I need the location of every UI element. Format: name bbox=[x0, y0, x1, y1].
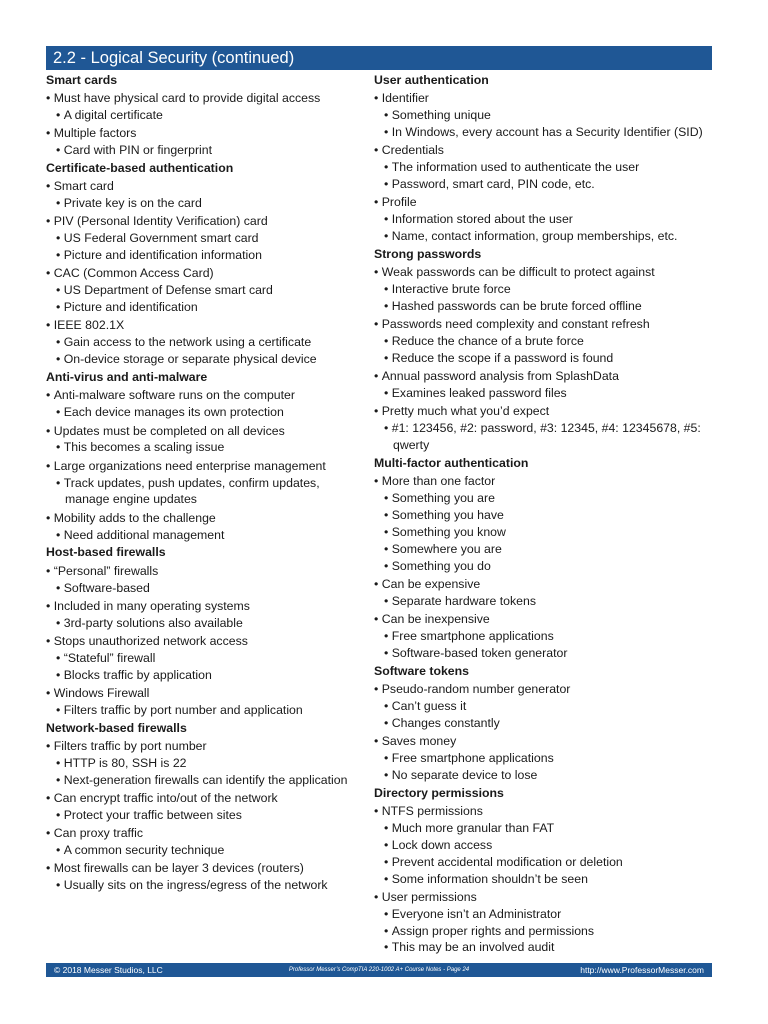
sub-bullet-item: • Some information shouldn’t be seen bbox=[374, 871, 714, 888]
bullet-item: • Can be expensive bbox=[374, 576, 714, 593]
section-heading: Certificate-based authentication bbox=[46, 161, 234, 176]
bullet-item: • Pseudo-random number generator bbox=[374, 681, 714, 698]
sub-bullet-item: • Track updates, push updates, confirm updates, manage engine updates bbox=[46, 475, 364, 509]
bullet-item: • Can be inexpensive bbox=[374, 611, 714, 628]
sub-bullet-item: • “Stateful” firewall bbox=[46, 650, 364, 667]
sub-bullet-item: • Lock down access bbox=[374, 837, 714, 854]
sub-bullet-item: • Separate hardware tokens bbox=[374, 593, 714, 610]
sub-bullet-item: • HTTP is 80, SSH is 22 bbox=[46, 755, 364, 772]
bullet-item: • PIV (Personal Identity Verification) card bbox=[46, 213, 364, 230]
sub-bullet-item: • This may be an involved audit bbox=[374, 939, 714, 956]
sub-bullet-item: • Assign proper rights and permissions bbox=[374, 923, 714, 940]
sub-bullet-item: • Can’t guess it bbox=[374, 698, 714, 715]
bullet-item: • Weak passwords can be difficult to protect against bbox=[374, 264, 714, 281]
section-heading: Multi-factor authentication bbox=[374, 456, 529, 471]
bullet-item: • Can proxy traffic bbox=[46, 825, 364, 842]
left-column bbox=[46, 71, 364, 894]
page-title: 2.2 - Logical Security (continued) bbox=[46, 46, 712, 70]
sub-bullet-item: • Free smartphone applications bbox=[374, 628, 714, 645]
sub-bullet-item: • Each device manages its own protection bbox=[46, 404, 364, 421]
sub-bullet-item: • Interactive brute force bbox=[374, 281, 714, 298]
sub-bullet-item: • Reduce the scope if a password is found bbox=[374, 350, 714, 367]
section-heading: Directory permissions bbox=[374, 785, 504, 800]
sub-bullet-item: • Information stored about the user bbox=[374, 211, 714, 228]
sub-bullet-item: • 3rd-party solutions also available bbox=[46, 615, 364, 632]
bullet-item: • NTFS permissions bbox=[374, 803, 714, 820]
sub-bullet-item: • Free smartphone applications bbox=[374, 750, 714, 767]
sub-bullet-item: • Something unique bbox=[374, 107, 714, 124]
bullet-item: • Stops unauthorized network access bbox=[46, 633, 364, 650]
sub-bullet-item: • Reduce the chance of a brute force bbox=[374, 333, 714, 350]
bullet-item: • Saves money bbox=[374, 733, 714, 750]
section-heading: Anti-virus and anti-malware bbox=[46, 370, 208, 385]
sub-bullet-item: • Private key is on the card bbox=[46, 195, 364, 212]
sub-bullet-item: • Need additional management bbox=[46, 527, 364, 544]
bullet-item: • Pretty much what you’d expect bbox=[374, 403, 714, 420]
sub-bullet-item: • Password, smart card, PIN code, etc. bbox=[374, 176, 714, 193]
sub-bullet-item: • Much more granular than FAT bbox=[374, 820, 714, 837]
sub-bullet-item: • Protect your traffic between sites bbox=[46, 807, 364, 824]
sub-bullet-item: • In Windows, every account has a Security Identifier (SID) bbox=[374, 124, 714, 141]
sub-bullet-item: • The information used to authenticate the user bbox=[374, 159, 714, 176]
sub-bullet-item: • This becomes a scaling issue bbox=[46, 439, 364, 456]
sub-bullet-item: • Something you do bbox=[374, 558, 714, 575]
footer-copyright: © 2018 Messer Studios, LLC bbox=[54, 965, 163, 975]
bullet-item: • Most firewalls can be layer 3 devices (routers) bbox=[46, 860, 364, 877]
bullet-item: • CAC (Common Access Card) bbox=[46, 265, 364, 282]
sub-bullet-item: • Everyone isn’t an Administrator bbox=[374, 906, 714, 923]
bullet-item: • “Personal” firewalls bbox=[46, 563, 364, 580]
sub-bullet-item: • Usually sits on the ingress/egress of the network bbox=[46, 877, 364, 894]
sub-bullet-item: • Examines leaked password files bbox=[374, 385, 714, 402]
bullet-item: • Credentials bbox=[374, 142, 714, 159]
bullet-item: • Passwords need complexity and constant refresh bbox=[374, 316, 714, 333]
sub-bullet-item: • On-device storage or separate physical device bbox=[46, 351, 364, 368]
bullet-item: • Windows Firewall bbox=[46, 685, 364, 702]
bullet-item: • Can encrypt traffic into/out of the network bbox=[46, 790, 364, 807]
section-heading: Network-based firewalls bbox=[46, 720, 187, 735]
sub-bullet-item: • A common security technique bbox=[46, 842, 364, 859]
bullet-item: • Profile bbox=[374, 194, 714, 211]
bullet-item: • Anti-malware software runs on the computer bbox=[46, 387, 364, 404]
sub-bullet-item: • Software-based bbox=[46, 580, 364, 597]
bullet-item: • Annual password analysis from SplashData bbox=[374, 368, 714, 385]
sub-bullet-item: • US Department of Defense smart card bbox=[46, 282, 364, 299]
bullet-item: • IEEE 802.1X bbox=[46, 317, 364, 334]
bullet-item: • More than one factor bbox=[374, 473, 714, 490]
sub-bullet-item: • Changes constantly bbox=[374, 715, 714, 732]
section-heading: User authentication bbox=[374, 73, 489, 87]
bullet-item: • Mobility adds to the challenge bbox=[46, 510, 364, 527]
sub-bullet-item: • #1: 123456, #2: password, #3: 12345, #4: 12345678, #5: qwerty bbox=[374, 420, 714, 454]
sub-bullet-item: • Prevent accidental modification or deletion bbox=[374, 854, 714, 871]
footer-course-notes: Professor Messer’s CompTIA 220-1002 A+ Course Notes - Page 24 bbox=[288, 967, 470, 973]
sub-bullet-item: • Name, contact information, group memberships, etc. bbox=[374, 228, 714, 245]
sub-bullet-item: • Somewhere you are bbox=[374, 541, 714, 558]
sub-bullet-item: • Something you know bbox=[374, 524, 714, 541]
sub-bullet-item: • Card with PIN or fingerprint bbox=[46, 142, 364, 159]
sub-bullet-item: • Next-generation firewalls can identify the application bbox=[46, 772, 364, 789]
sub-bullet-item: • Picture and identification bbox=[46, 299, 364, 316]
sub-bullet-item: • Software-based token generator bbox=[374, 645, 714, 662]
sub-bullet-item: • Picture and identification information bbox=[46, 247, 364, 264]
sub-bullet-item: • Filters traffic by port number and application bbox=[46, 702, 364, 719]
section-heading: Host-based firewalls bbox=[46, 545, 166, 560]
section-heading: Smart cards bbox=[46, 73, 118, 87]
sub-bullet-item: • No separate device to lose bbox=[374, 767, 714, 784]
section-heading: Software tokens bbox=[374, 663, 469, 678]
bullet-item: • Must have physical card to provide digital access bbox=[46, 90, 364, 107]
footer-bar bbox=[46, 963, 712, 977]
footer-website-link[interactable]: http://www.ProfessorMesser.com bbox=[580, 965, 704, 975]
bullet-item: • Large organizations need enterprise management bbox=[46, 458, 364, 475]
right-column bbox=[374, 71, 714, 956]
bullet-item: • Identifier bbox=[374, 90, 714, 107]
bullet-item: • Filters traffic by port number bbox=[46, 738, 364, 755]
bullet-item: • Multiple factors bbox=[46, 125, 364, 142]
bullet-item: • Updates must be completed on all devices bbox=[46, 423, 364, 440]
sub-bullet-item: • Something you have bbox=[374, 507, 714, 524]
section-heading: Strong passwords bbox=[374, 246, 482, 261]
sub-bullet-item: • US Federal Government smart card bbox=[46, 230, 364, 247]
sub-bullet-item: • Gain access to the network using a certificate bbox=[46, 334, 364, 351]
sub-bullet-item: • Something you are bbox=[374, 490, 714, 507]
sub-bullet-item: • A digital certificate bbox=[46, 107, 364, 124]
bullet-item: • Included in many operating systems bbox=[46, 598, 364, 615]
bullet-item: • User permissions bbox=[374, 889, 714, 906]
sub-bullet-item: • Hashed passwords can be brute forced offline bbox=[374, 298, 714, 315]
sub-bullet-item: • Blocks traffic by application bbox=[46, 667, 364, 684]
bullet-item: • Smart card bbox=[46, 178, 364, 195]
